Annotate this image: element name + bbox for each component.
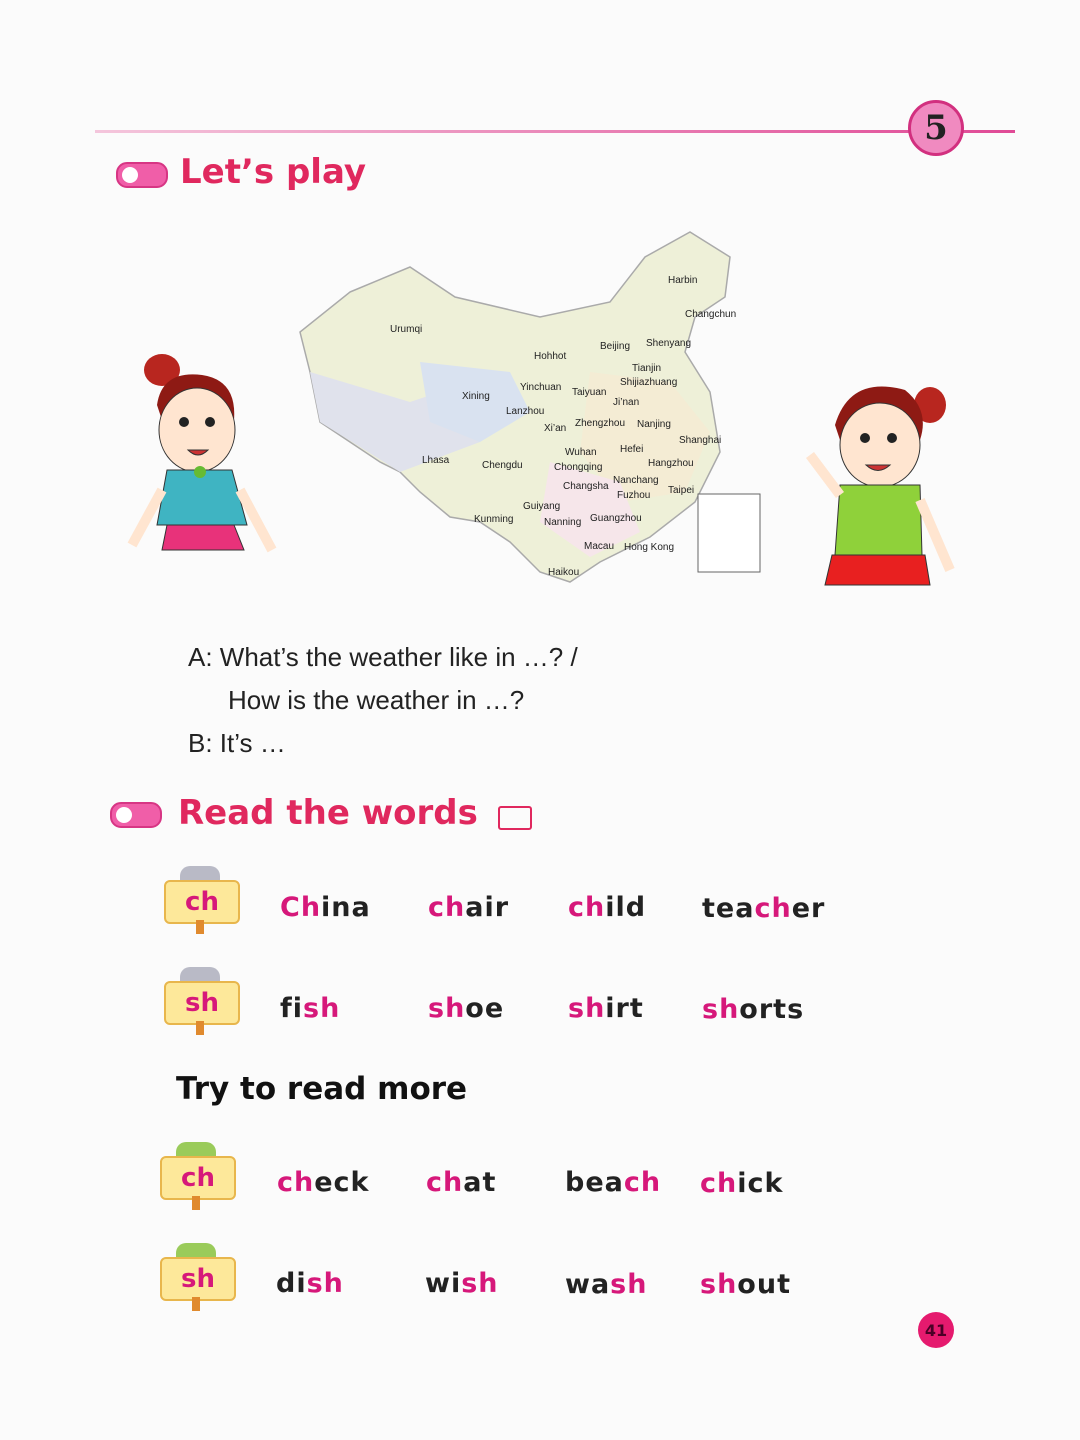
map-city-label: Taipei [668,485,695,496]
sound-label: ch [164,880,240,924]
girl-right-illustration [790,370,960,590]
header-rule [95,130,1015,133]
map-city-label: Harbin [668,275,698,286]
word: beach [565,1167,662,1198]
girl-left-illustration [122,350,292,580]
map-city-label: Shenyang [646,338,692,349]
map-city-label: Chengdu [482,460,523,471]
map-city-label: Changsha [563,481,609,492]
unit-number-badge: 5 [908,100,964,156]
tag-stem [192,1196,200,1210]
map-city-label: Wuhan [565,447,597,458]
word: check [277,1167,370,1198]
map-city-label: Haikou [548,567,580,578]
map-city-label: Xi’an [544,423,567,434]
map-city-label: Shanghai [679,435,722,446]
map-city-label: Urumqi [390,324,423,335]
map-city-label: Taiyuan [572,387,607,398]
sound-tag-ch [158,1142,234,1198]
map-city-label: Xining [462,391,490,402]
read-words-title: Read the words [178,793,478,833]
sound-tag-sh [158,1243,234,1299]
map-city-label: Yinchuan [520,382,562,393]
map-city-label: Hohhot [534,351,567,362]
sound-tag-ch [162,866,238,922]
map-city-label: Chongqing [554,462,603,473]
china-weather-map [290,222,770,602]
map-city-label: Guiyang [523,501,561,512]
map-city-label: Lhasa [422,455,450,466]
lets-play-title: Let’s play [180,152,367,192]
map-city-label: Nanning [544,517,582,528]
map-city-label: Macau [584,541,615,552]
map-city-label: Changchun [685,309,737,320]
tag-stem [196,1021,204,1035]
map-city-label: Tianjin [632,363,662,374]
map-city-label: Ji’nan [613,397,640,408]
word: chick [700,1168,784,1199]
map-city-label: Lanzhou [506,406,545,417]
section-marker-icon [116,162,168,188]
sound-label: ch [160,1156,236,1200]
section-marker-icon [110,802,162,828]
word: dish [276,1268,344,1299]
dialog-a-line1: A: What’s the weather like in …? / [188,642,578,672]
word: wish [425,1268,499,1299]
page-number-badge: 41 [918,1312,954,1348]
dialog-a-line2: How is the weather in …? [228,685,525,715]
tag-stem [192,1297,200,1311]
word: child [568,892,647,923]
word: teacher [702,893,826,924]
map-city-label: Beijing [600,341,631,352]
word: shorts [702,994,805,1025]
try-more-title: Try to read more [176,1071,468,1107]
sound-label: sh [160,1257,236,1301]
word: shirt [568,993,644,1024]
sound-tag-sh [162,967,238,1023]
word: shout [700,1269,791,1300]
word: wash [565,1269,648,1300]
map-city-label: Kunming [474,514,514,525]
map-city-label: Zhengzhou [575,418,626,429]
map-city-label: Guangzhou [590,513,642,524]
sound-label: sh [164,981,240,1025]
word: shoe [428,993,505,1024]
tag-stem [196,920,204,934]
cassette-icon[interactable] [498,806,532,830]
word: fish [280,993,341,1024]
map-city-label: Hangzhou [648,458,694,469]
map-city-label: Fuzhou [617,490,651,501]
word: chair [428,892,510,923]
word: China [280,892,371,923]
dialog-b-line: B: It’s … [188,728,286,758]
map-city-label: Nanchang [613,475,659,486]
map-city-label: Hefei [620,444,644,455]
word: chat [426,1167,497,1198]
map-city-label: Shijiazhuang [620,377,678,388]
map-city-label: Nanjing [637,419,671,430]
map-city-label: Hong Kong [624,542,675,553]
